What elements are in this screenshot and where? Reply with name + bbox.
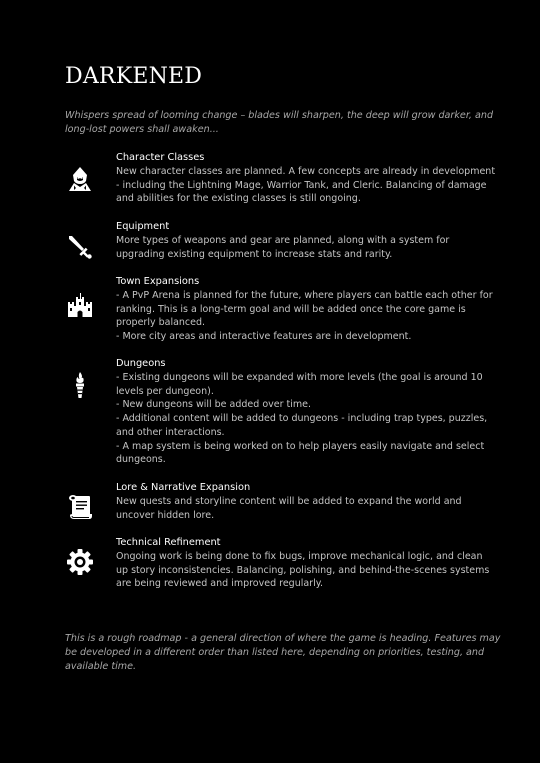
section-body [116, 550, 490, 591]
body-line: - A map system is being worked on to help players easily navigate and select [116, 440, 485, 452]
section-body [116, 234, 475, 261]
hooded-figure-icon [65, 164, 95, 194]
gear-icon [65, 547, 95, 577]
section-heading: Character Classes [116, 152, 205, 163]
body-line: New character classes are planned. A few concepts are already in development [116, 166, 496, 177]
page-title: DARKENED [65, 64, 203, 89]
footer-line: This is a rough roadmap - a general direction of where the game is heading. Features may [65, 633, 501, 644]
body-line: ranking. This is a long-term goal and will be added once the core game is [116, 303, 466, 315]
section-heading: Lore & Narrative Expansion [116, 482, 251, 493]
body-line: uncover hidden lore. [116, 509, 215, 521]
castle-icon [65, 290, 95, 320]
sword-icon [65, 232, 95, 262]
intro-text [65, 109, 494, 137]
section-text [116, 275, 493, 344]
body-line: - A PvP Arena is planned for the future, where players can battle each other for [116, 290, 493, 301]
body-line: - including the Lightning Mage, Warrior Tank, and Cleric. Balancing of damage [116, 179, 487, 191]
body-line: up story inconsistencies. Balancing, polishing, and behind-the-scenes systems [116, 564, 490, 576]
section-body [116, 495, 475, 522]
section-text [116, 481, 475, 522]
body-line: properly balanced. [116, 317, 206, 329]
footer-line: available time. [65, 661, 137, 672]
torch-icon [65, 370, 95, 400]
section-text [116, 220, 475, 261]
body-line: New quests and storyline content will be added to expand the world and [116, 496, 462, 507]
section-text [116, 151, 496, 206]
section-body [116, 289, 493, 344]
body-line: - More city areas and interactive features are in development. [116, 331, 412, 343]
body-line: upgrading existing equipment to increase stats and rarity. [116, 248, 393, 260]
section-heading: Dungeons [116, 358, 166, 369]
section-body [116, 165, 496, 206]
section-body [116, 371, 488, 467]
footer-note [65, 632, 501, 674]
body-line: are being reviewed and improved regularly. [116, 578, 324, 590]
body-line: dungeons. [116, 454, 166, 466]
body-line: and other interactions. [116, 426, 225, 438]
body-line: levels per dungeon). [116, 385, 214, 397]
section-text [116, 536, 490, 591]
footer-line: be developed in a different order than listed here, depending on priorities, testing, and [65, 647, 485, 658]
intro-line: Whispers spread of looming change – blades will sharpen, the deep will grow darker, and [65, 110, 494, 121]
section-text [116, 357, 488, 467]
intro-line: long-lost powers shall awaken... [65, 124, 219, 135]
scroll-icon [65, 492, 95, 522]
body-line: - Existing dungeons will be expanded with more levels (the goal is around 10 [116, 372, 483, 383]
body-line: More types of weapons and gear are planned, along with a system for [116, 235, 450, 246]
body-line: and abilities for the existing classes is still ongoing. [116, 193, 361, 205]
section-heading: Town Expansions [116, 276, 200, 287]
body-line: - Additional content will be added to dungeons - including trap types, puzzles, [116, 413, 488, 425]
section-heading: Equipment [116, 221, 170, 232]
section-heading: Technical Refinement [116, 537, 221, 548]
body-line: Ongoing work is being done to fix bugs, improve mechanical logic, and clean [116, 551, 483, 562]
body-line: - New dungeons will be added over time. [116, 399, 312, 411]
